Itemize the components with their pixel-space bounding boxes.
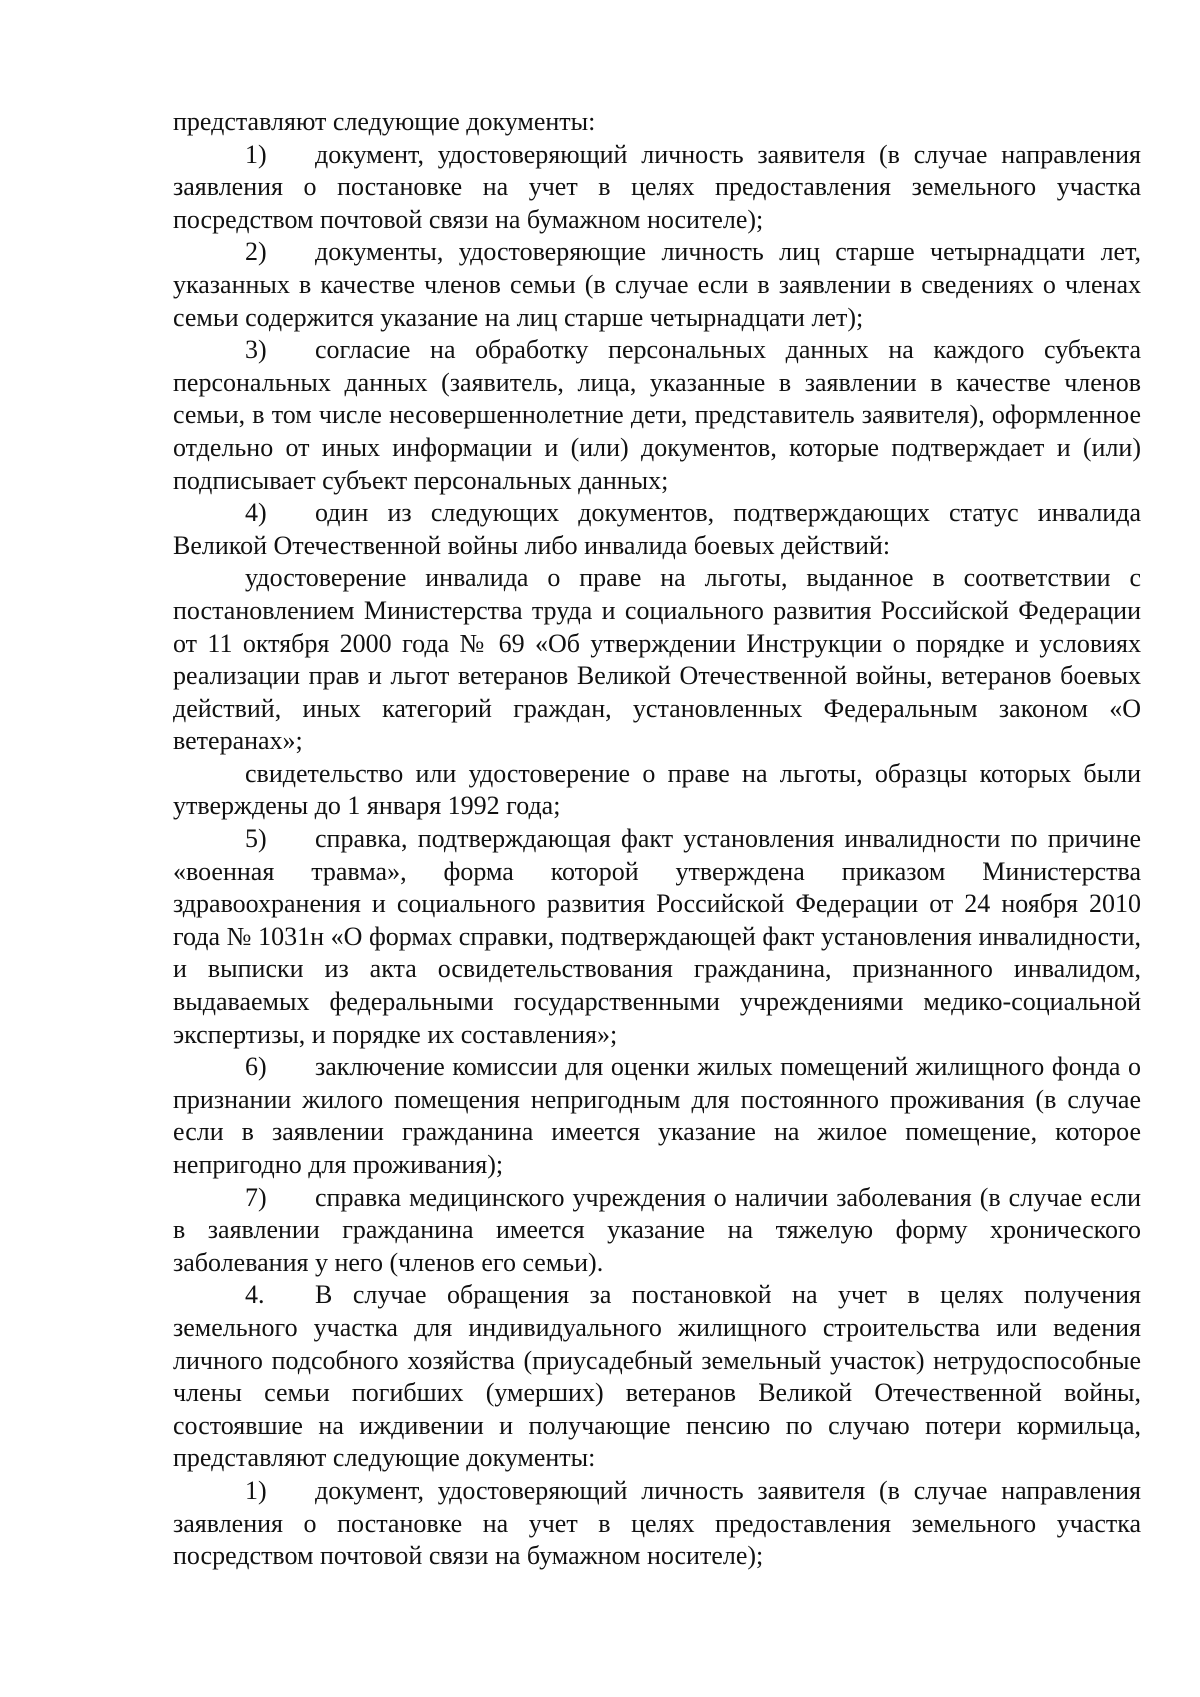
item-number: 2) <box>245 237 267 267</box>
sub-item-testimony: свидетельство или удостоверение о праве на льготы, образцы которых были утверждены до 1 января 1992 года; <box>173 758 1141 821</box>
list-item-7 <box>173 1182 1141 1280</box>
list-item-4 <box>173 497 1141 562</box>
item-text: документ, удостоверяющий личность заявителя (в случае направления заявления о постановке на учет в целях предоставления земельного участка посредством почтовой связи на бумажном носителе); <box>173 139 1141 234</box>
item-number: 4) <box>245 498 267 528</box>
item-text: документы, удостоверяющие личность лиц старше четырнадцати лет, указанных в качестве членов семьи (в случае если в заявлении в сведениях о членах семьи содержится указание на лиц старше четырнадцати лет); <box>173 237 1141 332</box>
item-text: заключение комиссии для оценки жилых помещений жилищного фонда о признании жилого помещения непригодным для постоянного проживания (в случае если в заявлении гражданина имеется указание на жилое помещение, которое непригодно для проживания); <box>173 1052 1141 1179</box>
list-item-3 <box>173 334 1141 497</box>
item-text: справка, подтверждающая факт установления инвалидности по причине «военная травма», форма которой утверждена приказом Министерства здравоохранения и социального развития Российской Федерации от 24 ноября 2010 года № 1031н «О формах справки, подтверждающей факт установления инвалидности, и выписки из акта освидетельствования гражданина, признанного инвалидом, выдаваемых федеральными государственными учреждениями медико-социальной экспертизы, и порядке их составления»; <box>173 824 1141 1049</box>
item-number: 1) <box>245 139 267 169</box>
item-text: справка медицинского учреждения о наличии заболевания (в случае если в заявлении гражданина имеется указание на тяжелую форму хронического заболевания у него (членов его семьи). <box>173 1182 1141 1277</box>
item-number: 6) <box>245 1052 267 1082</box>
document-page <box>173 106 1141 1573</box>
list-item-1-repeat <box>173 1475 1141 1573</box>
intro-line: представляют следующие документы: <box>173 107 596 136</box>
list-item-2 <box>173 236 1141 334</box>
list-item-1 <box>173 139 1141 237</box>
section-number: 4. <box>245 1280 265 1310</box>
item-text: согласие на обработку персональных данных на каждого субъекта персональных данных (заявитель, лица, указанные в заявлении в качестве членов семьи, в том числе несовершеннолетние дети, представитель заявителя), оформленное отдельно от иных информации и (или) документов, которые подтверждает и (или) подписывает субъект персональных данных; <box>173 335 1141 495</box>
item-number: 1) <box>245 1475 267 1505</box>
sub-item-certificate: удостоверение инвалида о праве на льготы, выданное в соответствии с постановлением Министерства труда и социального развития Российской Федерации от 11 октября 2000 года № 69 «Об утверждении Инструкции о порядке и условиях реализации прав и льгот ветеранов Великой Отечественной войны, ветеранов боевых действий, иных категорий граждан, установленных Федеральным законом «О ветеранах»; <box>173 563 1141 756</box>
list-item-6 <box>173 1051 1141 1181</box>
item-text: один из следующих документов, подтверждающих статус инвалида Великой Отечественной войны либо инвалида боевых действий: <box>173 498 1141 560</box>
item-number: 3) <box>245 335 267 365</box>
section-text: В случае обращения за постановкой на учет в целях получения земельного участка для индивидуального жилищного строительства или ведения личного подсобного хозяйства (приусадебный земельный участок) нетрудоспособные члены семьи погибших (умерших) ветеранов Великой Отечественной войны, состоявшие на иждивении и получающие пенсию по случаю потери кормильца, представляют следующие документы: <box>173 1280 1141 1473</box>
item-number: 7) <box>245 1182 267 1212</box>
item-number: 5) <box>245 824 267 854</box>
section-4-paragraph <box>173 1279 1141 1475</box>
item-text: документ, удостоверяющий личность заявителя (в случае направления заявления о постановке на учет в целях предоставления земельного участка посредством почтовой связи на бумажном носителе); <box>173 1475 1141 1571</box>
list-item-5 <box>173 823 1141 1051</box>
